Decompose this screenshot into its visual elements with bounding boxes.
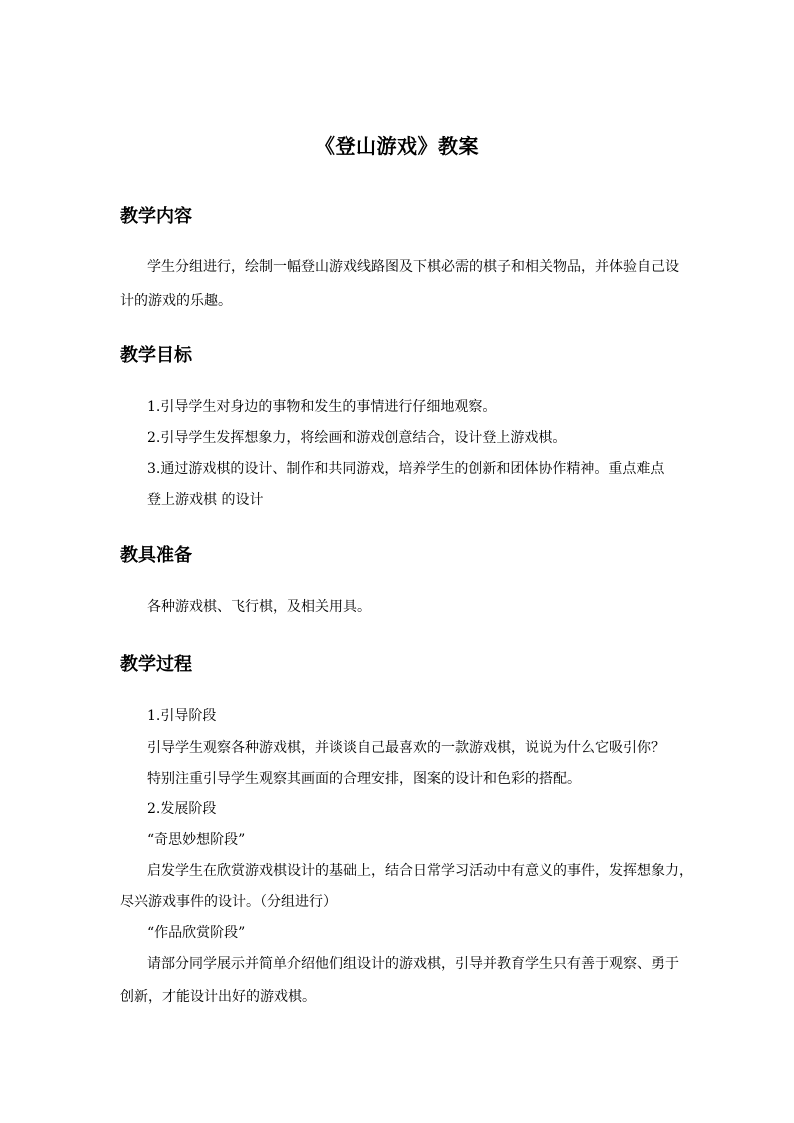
process-text: 特别注重引导学生观察其画面的合理安排，图案的设计和色彩的搭配。 [147, 771, 581, 787]
content-paragraph-line: 学生分组进行，绘制一幅登山游戏线路图及下棋必需的棋子和相关物品，并体验自己设 [147, 259, 679, 275]
section-heading-process: 教学过程 [120, 654, 192, 675]
goal-item-continuation: 登上游戏棋 的设计 [147, 492, 264, 508]
process-text: 引导学生观察各种游戏棋，并谈谈自己最喜欢的一款游戏棋，说说为什么它吸引你？ [147, 740, 665, 756]
goal-item: 2.引导学生发挥想象力，将绘画和游戏创意结合，设计登上游戏棋。 [147, 430, 567, 446]
content-paragraph-line: 计的游戏的乐趣。 [120, 293, 232, 309]
section-heading-tools: 教具准备 [120, 545, 192, 566]
document-title: 《登山游戏》教案 [315, 134, 479, 158]
section-heading-goals: 教学目标 [120, 345, 192, 366]
phase-heading: “作品欣赏阶段” [147, 925, 246, 941]
phase-heading: “奇思妙想阶段” [147, 832, 246, 848]
phase-paragraph-line: 创新，才能设计出好的游戏棋。 [120, 989, 316, 1005]
phase-paragraph-line: 尽兴游戏事件的设计。（分组进行） [120, 894, 337, 910]
section-heading-content: 教学内容 [120, 206, 192, 227]
goal-item: 1.引导学生对身边的事物和发生的事情进行仔细地观察。 [147, 399, 497, 415]
goal-item: 3.通过游戏棋的设计、制作和共同游戏，培养学生的创新和团体协作精神。重点难点 [147, 461, 665, 477]
process-step: 1.引导阶段 [147, 708, 217, 724]
tools-text: 各种游戏棋、飞行棋，及相关用具。 [147, 599, 371, 615]
phase-paragraph-line: 请部分同学展示并简单介绍他们组设计的游戏棋，引导并教育学生只有善于观察、勇于 [147, 956, 679, 972]
process-step: 2.发展阶段 [147, 801, 217, 817]
phase-paragraph-line: 启发学生在欣赏游戏棋设计的基础上，结合日常学习活动中有意义的事件，发挥想象力， [147, 863, 693, 879]
